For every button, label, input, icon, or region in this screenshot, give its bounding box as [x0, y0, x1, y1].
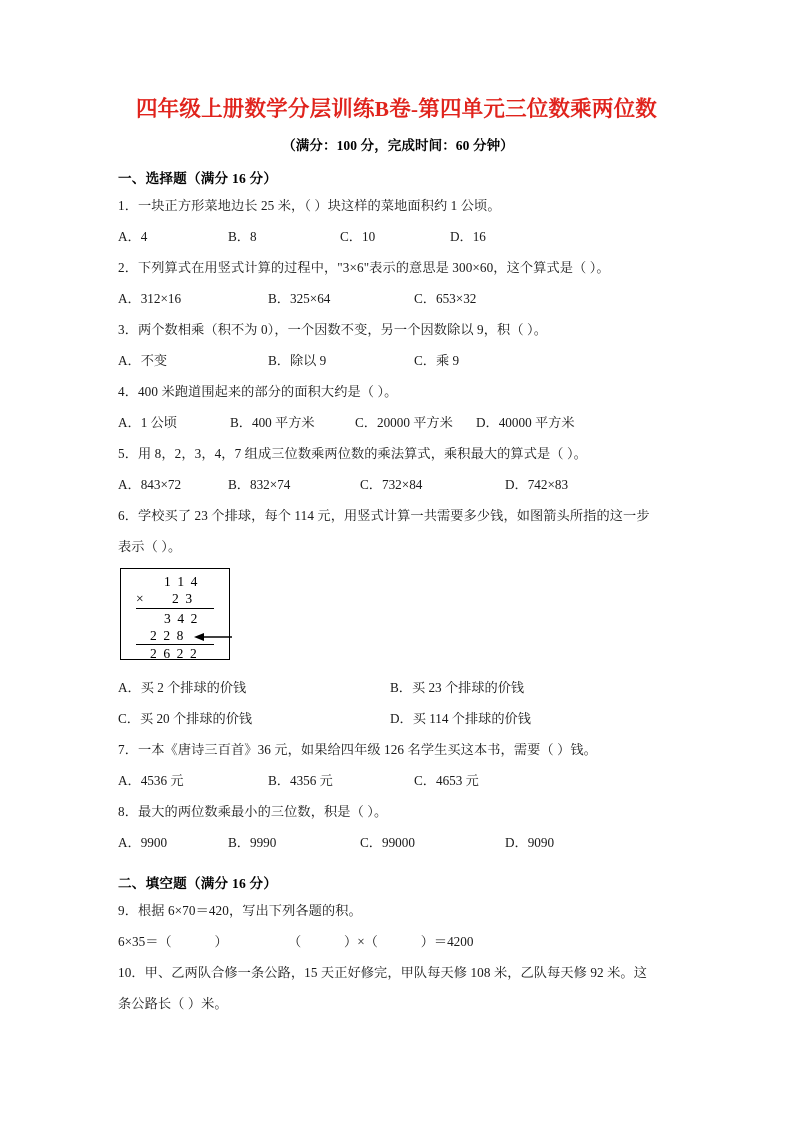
question-options-3 — [118, 345, 678, 376]
calc-partial-product-1: 3 4 2 — [164, 611, 199, 626]
question-stem-1: 1．一块正方形菜地边长 25 米，（ ）块这样的菜地面积约 1 公顷。 — [118, 198, 501, 213]
option-6-d[interactable]: D．买 114 个排球的价钱 — [390, 711, 531, 726]
option-2-c[interactable]: C．653×32 — [414, 291, 477, 306]
option-5-a[interactable]: A．843×72 — [118, 477, 182, 492]
option-2-b[interactable]: B．325×64 — [268, 291, 331, 306]
question-stem-10-line1: 10．甲、乙两队合修一条公路，15 天正好修完，甲队每天修 108 米，乙队每天修 92 米。这 — [118, 965, 647, 980]
question-stem-4: 4．400 米跑道围起来的部分的面积大约是（ ）。 — [118, 384, 398, 399]
question-stem-10-line2[interactable]: 条公路长（ ）米。 — [118, 996, 228, 1011]
question-options-6-row2 — [118, 703, 678, 734]
question-9-fill-row — [118, 926, 678, 957]
fill-blank-9-part2[interactable]: （ ）×（ ）＝4200 — [288, 934, 474, 949]
option-1-a[interactable]: A．4 — [118, 229, 148, 244]
question-stem-7: 7．一本《唐诗三百首》36 元，如果给四年级 126 名学生买这本书，需要（ ）钱。 — [118, 742, 597, 757]
question-6-figure — [118, 566, 678, 666]
left-arrow-icon — [194, 632, 232, 642]
option-1-b[interactable]: B．8 — [228, 229, 257, 244]
option-8-d[interactable]: D．9090 — [505, 835, 555, 850]
question-options-5 — [118, 469, 678, 500]
option-7-b[interactable]: B．4356 元 — [268, 773, 333, 788]
calc-partial-product-2: 2 2 8 — [150, 628, 185, 643]
option-3-b[interactable]: B．除以 9 — [268, 353, 327, 368]
option-8-a[interactable]: A．9900 — [118, 835, 168, 850]
option-4-b[interactable]: B．400 平方米 — [230, 415, 315, 430]
option-5-d[interactable]: D．742×83 — [505, 477, 569, 492]
page-title: 四年级上册数学分层训练B卷-第四单元三位数乘两位数 — [135, 97, 657, 121]
calc-multiplier: 2 3 — [172, 591, 194, 606]
calc-product: 2 6 2 2 — [150, 646, 199, 661]
question-stem-5: 5．用 8，2，3，4，7 组成三位数乘两位数的乘法算式，乘积最大的算式是（ ）。 — [118, 446, 587, 461]
question-stem-8: 8．最大的两位数乘最小的三位数，积是（ ）。 — [118, 804, 388, 819]
option-4-a[interactable]: A．1 公顷 — [118, 415, 177, 430]
fill-blank-9-part1[interactable]: 6×35＝（ ） — [118, 934, 228, 949]
option-4-d[interactable]: D．40000 平方米 — [476, 415, 575, 430]
question-options-6-row1 — [118, 672, 678, 703]
option-6-c[interactable]: C．买 20 个排球的价钱 — [118, 711, 253, 726]
option-6-b[interactable]: B．买 23 个排球的价钱 — [390, 680, 525, 695]
section-heading-choice: 一、选择题（满分 16 分） — [118, 171, 278, 186]
question-stem-6-line1: 6．学校买了 23 个排球，每个 114 元，用竖式计算一共需要多少钱，如图箭头所指的这一步 — [118, 508, 650, 523]
question-options-4 — [118, 407, 678, 438]
option-1-d[interactable]: D．16 — [450, 229, 486, 244]
calc-divider-top — [136, 608, 214, 609]
option-8-c[interactable]: C．99000 — [360, 835, 415, 850]
option-3-a[interactable]: A．不变 — [118, 353, 168, 368]
calc-multiplicand: 1 1 4 — [164, 574, 199, 589]
question-stem-3: 3．两个数相乘（积不为 0），一个因数不变，另一个因数除以 9，积（ ）。 — [118, 322, 547, 337]
question-stem-9: 9．根据 6×70＝420，写出下列各题的积。 — [118, 903, 362, 918]
question-stem-2: 2．下列算式在用竖式计算的过程中，"3×6"表示的意思是 300×60，这个算式是（ ）。 — [118, 260, 610, 275]
option-5-c[interactable]: C．732×84 — [360, 477, 423, 492]
page-subtitle: （满分：100 分，完成时间：60 分钟） — [282, 138, 514, 153]
question-options-7 — [118, 765, 678, 796]
vertical-calculation — [118, 566, 228, 661]
option-8-b[interactable]: B．9990 — [228, 835, 277, 850]
option-5-b[interactable]: B．832×74 — [228, 477, 291, 492]
question-options-2 — [118, 283, 678, 314]
page-content — [118, 92, 678, 1019]
option-3-c[interactable]: C．乘 9 — [414, 353, 460, 368]
question-options-8 — [118, 827, 678, 858]
option-2-a[interactable]: A．312×16 — [118, 291, 182, 306]
option-4-c[interactable]: C．20000 平方米 — [355, 415, 453, 430]
multiply-sign-icon: × — [136, 591, 146, 606]
question-options-1 — [118, 221, 678, 252]
section-heading-fill: 二、填空题（满分 16 分） — [118, 876, 278, 891]
option-7-a[interactable]: A．4536 元 — [118, 773, 184, 788]
option-6-a[interactable]: A．买 2 个排球的价钱 — [118, 680, 247, 695]
question-stem-6-line2: 表示（ ）。 — [118, 539, 182, 554]
option-1-c[interactable]: C．10 — [340, 229, 376, 244]
option-7-c[interactable]: C．4653 元 — [414, 773, 479, 788]
